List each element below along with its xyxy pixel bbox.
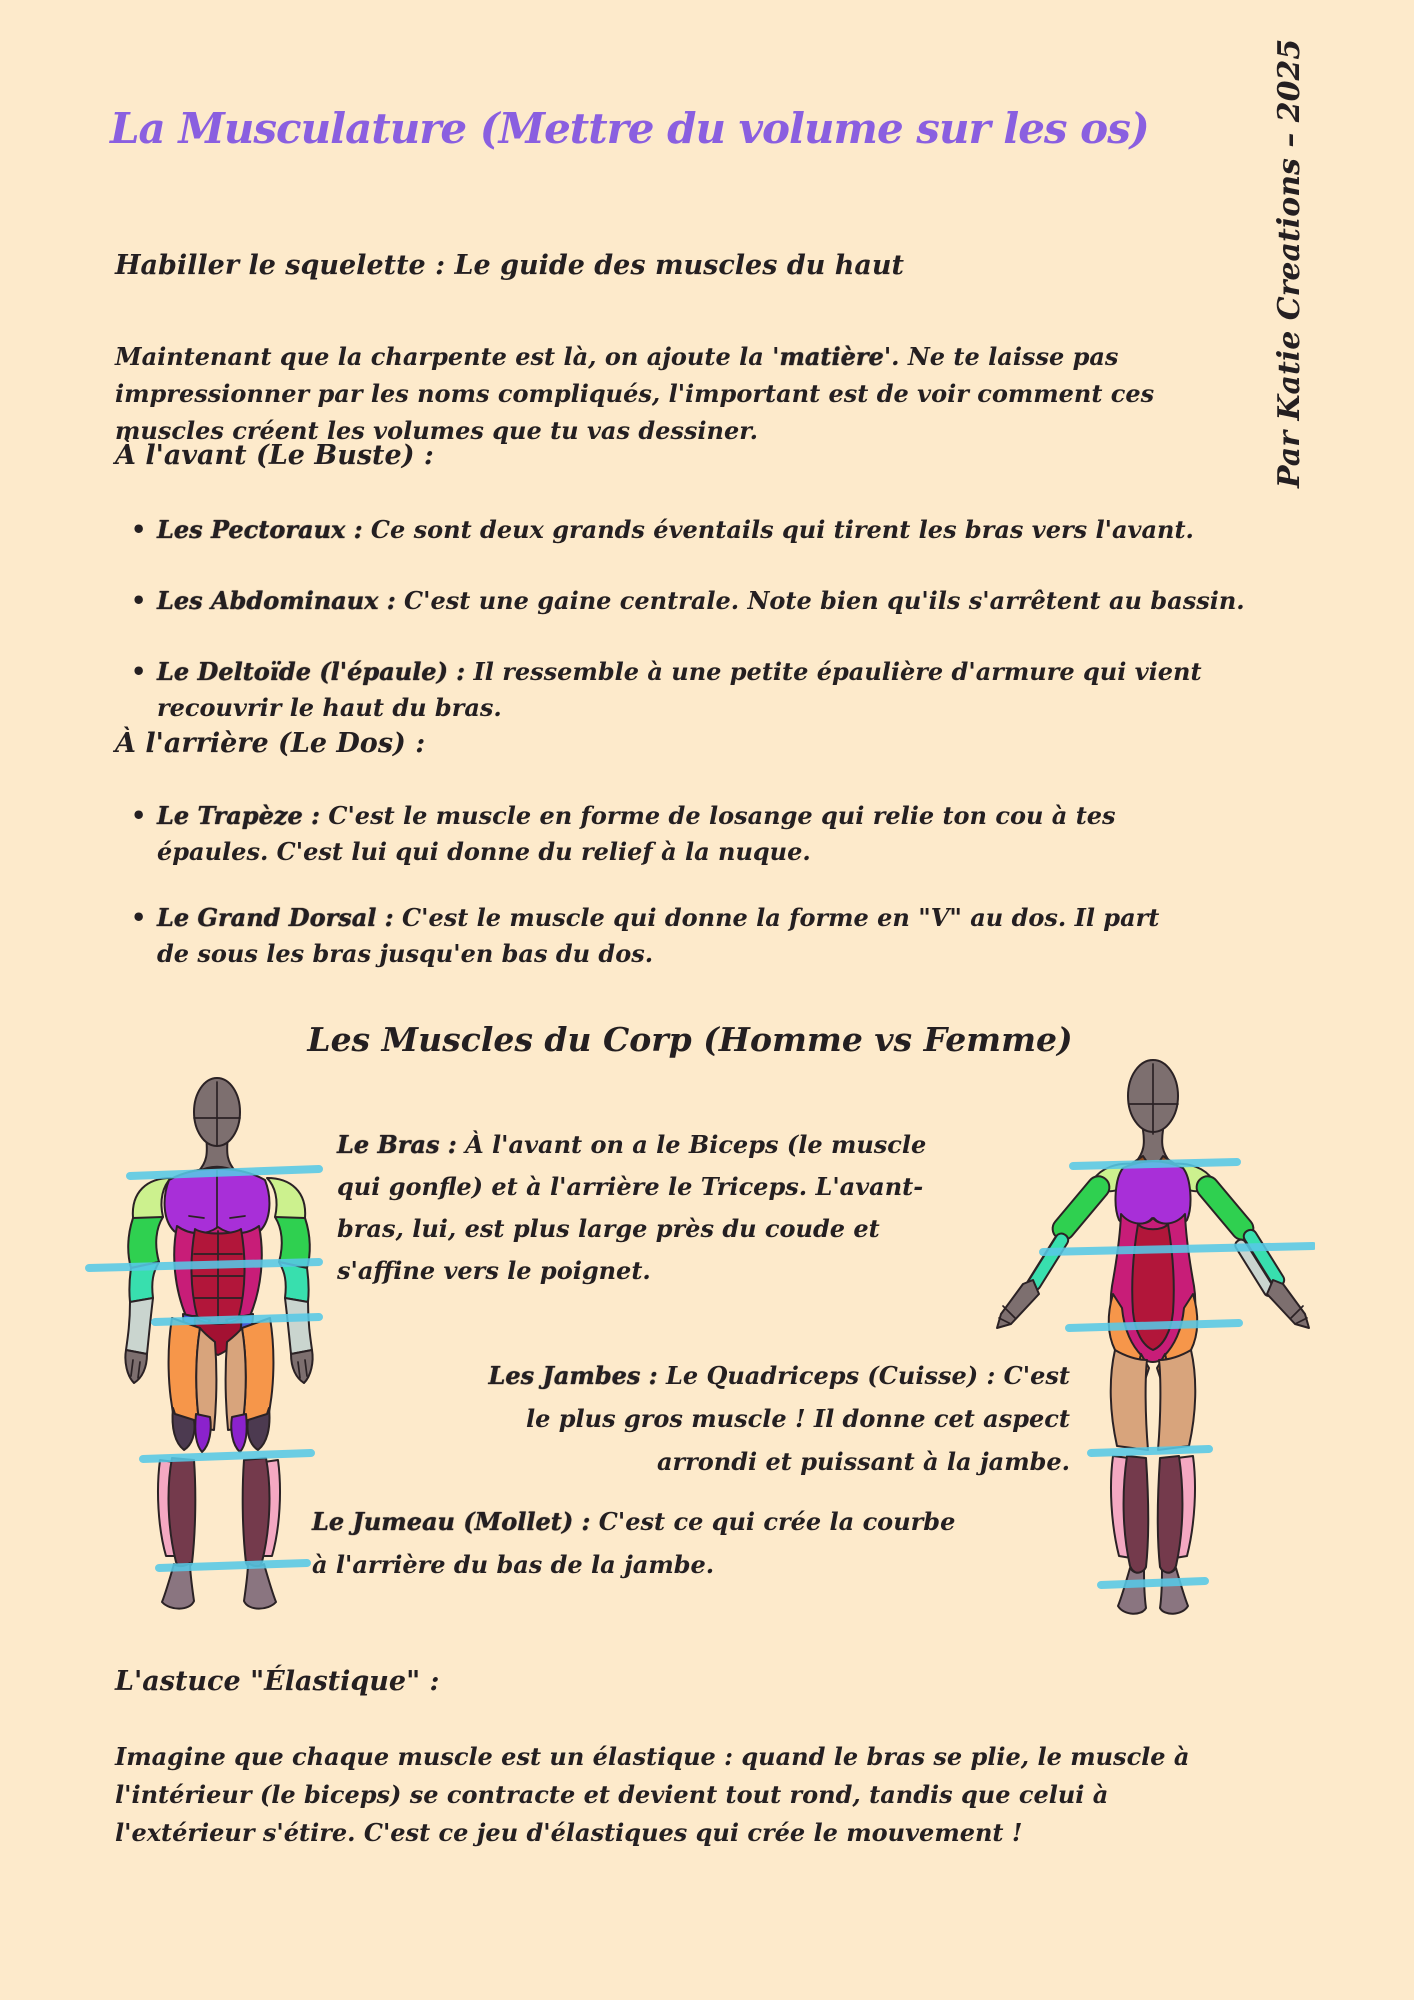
annotation-term: Les Jambes : [488, 1361, 658, 1390]
muscle-term: Le Deltoïde (l'épaule) : [157, 657, 466, 686]
intro-bold-word: matière [779, 342, 884, 371]
annotation-desc: À l'avant on a le Biceps (le muscle qui gonfle) et à l'arrière le Triceps. L'avant-bras, lui, est plus large près du coude et s'affine vers le poignet. [337, 1130, 927, 1285]
female-right-leg [1158, 1350, 1196, 1614]
intro-pre: Maintenant que la charpente est là, on ajoute la ' [115, 342, 780, 371]
list-item-pectoraux [131, 512, 1271, 548]
muscle-desc: C'est le muscle en forme de losange qui relie ton cou à tes épaules. C'est lui qui donne du relief à la nuque. [157, 801, 1116, 866]
muscle-term: Le Grand Dorsal : [157, 903, 394, 932]
tip-paragraph: Imagine que chaque muscle est un élastique : quand le bras se plie, le muscle à l'intérieur (le biceps) se contracte et devient tout rond, tandis que celui à l'extérieur s'étire. C'est ce jeu d'élastiques qui crée le mouvement ! [115, 1742, 1190, 1847]
front-section-heading: À l'avant (Le Buste) : [115, 440, 434, 471]
annotation-term: Le Jumeau (Mollet) : [312, 1507, 591, 1536]
annotation-arm [337, 1124, 937, 1292]
annotation-legs [470, 1354, 1070, 1483]
male-abdominals [191, 1229, 244, 1324]
muscle-desc: Il ressemble à une petite épaulière d'armure qui vient recouvrir le haut du bras. [157, 657, 1202, 722]
list-item-grand-dorsal [131, 900, 1171, 972]
muscle-term: Les Abdominaux : [157, 586, 396, 615]
female-abdomen [1132, 1224, 1174, 1350]
back-section-heading: À l'arrière (Le Dos) : [115, 728, 426, 759]
intro-post: '. Ne te laisse pas impressionner par les noms compliqués, l'important est de voir comment ces muscles créent les volumes que tu vas dessiner. [115, 342, 1155, 445]
author-byline-vertical: Par Katie Creations – 2025 [1272, 38, 1307, 488]
annotation-calf [312, 1500, 962, 1586]
muscle-term: Les Pectoraux : [157, 515, 363, 544]
muscle-desc: C'est une gaine centrale. Note bien qu'ils s'arrêtent au bassin. [404, 586, 1245, 615]
guide-intro-paragraph [115, 338, 1175, 449]
list-item-abdominaux [131, 583, 1271, 619]
male-figure-illustration [83, 1076, 323, 1621]
muscle-term: Le Trapèze : [157, 801, 320, 830]
annotation-desc: C'est ce qui crée la courbe à l'arrière du bas de la jambe. [312, 1507, 956, 1579]
muscle-desc: C'est le muscle qui donne la forme en "V" au dos. Il part de sous les bras jusqu'en bas du dos. [157, 903, 1160, 968]
front-muscle-list [131, 512, 1271, 761]
list-item-deltoide [131, 654, 1271, 726]
guide-heading: Habiller le squelette : Le guide des muscles du haut [115, 250, 904, 281]
back-muscle-list [131, 798, 1171, 1002]
list-item-trapeze [131, 798, 1171, 870]
body-chart-heading: Les Muscles du Corp (Homme vs Femme) [307, 1020, 1073, 1059]
annotation-desc: Le Quadriceps (Cuisse) : C'est le plus gros muscle ! Il donne cet aspect arrondi et puissant à la jambe. [525, 1361, 1070, 1476]
annotation-term: Le Bras : [337, 1130, 457, 1159]
male-head [194, 1078, 240, 1172]
female-head [1128, 1060, 1178, 1162]
female-figure-illustration [985, 1056, 1315, 1626]
female-left-leg [1111, 1350, 1149, 1614]
page-title: La Musculature (Mettre du volume sur les os) [110, 104, 1149, 153]
tip-heading: L'astuce "Élastique" : [115, 1666, 440, 1697]
muscle-desc: Ce sont deux grands éventails qui tirent les bras vers l'avant. [370, 515, 1194, 544]
